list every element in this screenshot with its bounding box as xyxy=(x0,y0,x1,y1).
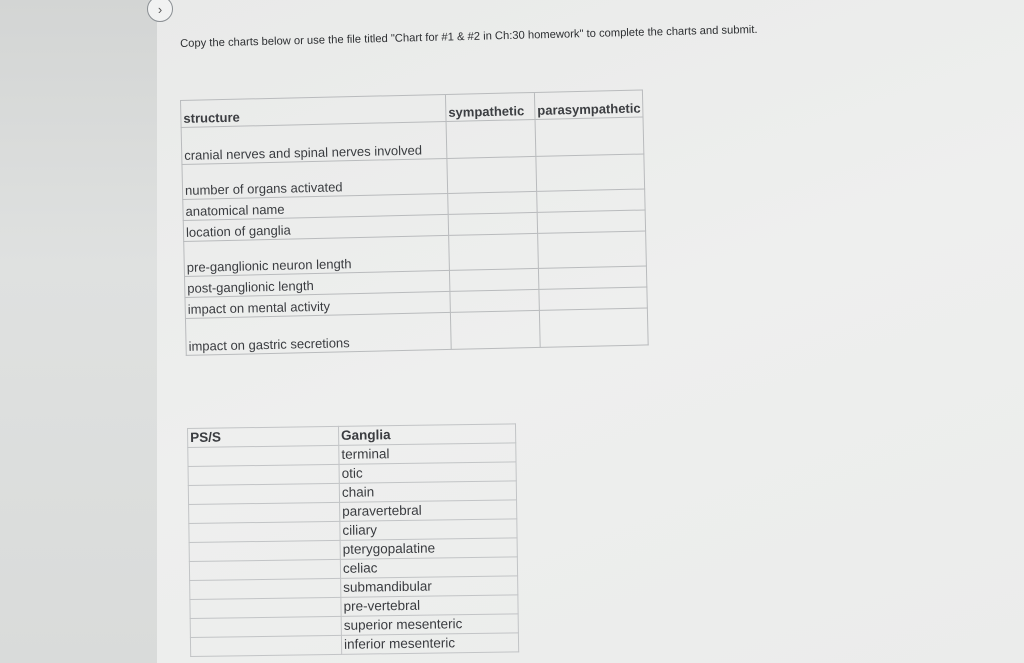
chevron-right-icon: › xyxy=(157,1,163,17)
row-label: impact on mental activity xyxy=(185,291,450,318)
ganglia-chart xyxy=(187,423,519,657)
ganglia-header: Ganglia xyxy=(338,424,515,445)
ganglion-label: chain xyxy=(339,481,516,502)
parasympathetic-cell[interactable] xyxy=(535,117,644,156)
ps-s-cell[interactable] xyxy=(188,445,339,466)
ganglion-label: submandibular xyxy=(341,576,518,597)
left-margin xyxy=(0,0,157,663)
ps-s-header: PS/S xyxy=(188,426,339,447)
ganglion-label: pre-vertebral xyxy=(341,595,518,616)
ganglion-label: pterygopalatine xyxy=(340,538,517,559)
parasympathetic-cell[interactable] xyxy=(538,231,647,268)
parasympathetic-cell[interactable] xyxy=(537,210,646,233)
row-label: post-ganglionic length xyxy=(185,270,450,297)
ps-s-cell[interactable] xyxy=(189,521,340,542)
parasympathetic-cell[interactable] xyxy=(539,308,648,347)
sympathetic-cell[interactable] xyxy=(448,191,537,214)
autonomic-comparison-chart xyxy=(180,89,649,355)
ps-s-cell[interactable] xyxy=(188,464,339,485)
ganglion-label: inferior mesenteric xyxy=(341,633,518,654)
sympathetic-cell[interactable] xyxy=(449,268,538,291)
ps-s-cell[interactable] xyxy=(189,559,340,580)
ganglion-label: ciliary xyxy=(340,519,517,540)
parasympathetic-cell[interactable] xyxy=(537,189,646,212)
row-label: cranial nerves and spinal nerves involved xyxy=(181,121,447,164)
row-label: number of organs activated xyxy=(182,158,448,199)
row-label: location of ganglia xyxy=(183,214,448,241)
ps-s-cell[interactable] xyxy=(189,540,340,561)
ganglion-label: terminal xyxy=(339,443,516,464)
sympathetic-cell[interactable] xyxy=(449,233,539,270)
instruction-text: Copy the charts below or use the file titled "Chart for #1 & #2 in Ch:30 homework" to complete the charts and submit. xyxy=(180,23,758,50)
parasympathetic-cell[interactable] xyxy=(539,287,648,310)
chart2-row xyxy=(190,633,518,657)
row-label: impact on gastric secretions xyxy=(185,312,451,355)
parasympathetic-cell[interactable] xyxy=(538,266,647,289)
ps-s-cell[interactable] xyxy=(190,616,341,637)
parasympathetic-header: parasympathetic xyxy=(534,90,643,119)
sympathetic-header: sympathetic xyxy=(445,92,535,121)
ganglion-label: paravertebral xyxy=(340,500,517,521)
structure-header: structure xyxy=(181,94,447,127)
row-label: pre-ganglionic neuron length xyxy=(184,235,450,276)
parasympathetic-cell[interactable] xyxy=(536,154,645,191)
ps-s-cell[interactable] xyxy=(190,597,341,618)
ganglion-label: superior mesenteric xyxy=(341,614,518,635)
ganglion-label: celiac xyxy=(340,557,517,578)
row-label: anatomical name xyxy=(183,193,448,220)
ps-s-cell[interactable] xyxy=(188,483,339,504)
ps-s-cell[interactable] xyxy=(190,578,341,599)
sympathetic-cell[interactable] xyxy=(446,119,536,158)
ps-s-cell[interactable] xyxy=(190,635,341,656)
sympathetic-cell[interactable] xyxy=(450,289,539,312)
sympathetic-cell[interactable] xyxy=(447,156,537,193)
ps-s-cell[interactable] xyxy=(189,502,340,523)
sympathetic-cell[interactable] xyxy=(450,310,540,349)
sympathetic-cell[interactable] xyxy=(448,212,537,235)
ganglion-label: otic xyxy=(339,462,516,483)
